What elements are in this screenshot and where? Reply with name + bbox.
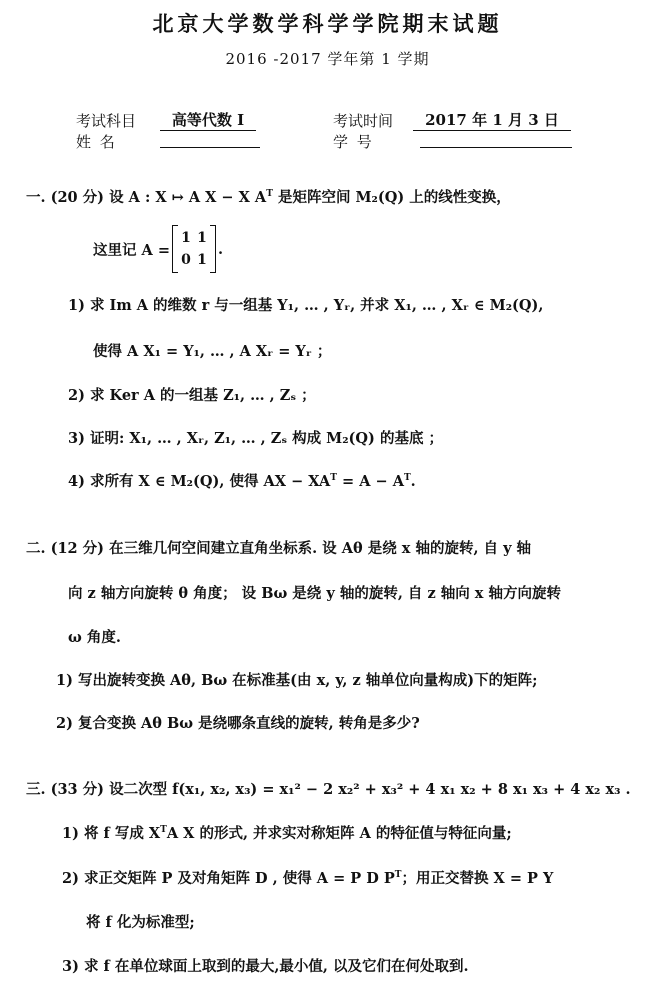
q2-line1: 二. (12 分) 在三维几何空间建立直角坐标系. 设 Aθ 是绕 x 轴的旋转, 自 y 轴 [26, 540, 532, 557]
q2-part2: 2) 复合变换 Aθ Bω 是绕哪条直线的旋转, 转角是多少? [56, 715, 420, 732]
id-field [420, 130, 572, 148]
id-label: 学 号 [333, 133, 374, 151]
q1-part2: 2) 求 Ker A 的一组基 Z₁, … , Zₛ ； [68, 387, 316, 404]
q3-part3: 3) 求 f 在单位球面上取到的最大,最小值, 以及它们在何处取到. [62, 958, 469, 975]
q1-part3: 3) 证明: X₁, … , Xᵣ, Z₁, … , Zₛ 构成 M₂(Q) 的基底 ； [68, 430, 444, 447]
q1-part4: 4) 求所有 X ∈ M₂(Q), 使得 AX − $XA^T = A - A^T$. [68, 473, 416, 490]
q1-part1-line2: 使得 A X₁ = Y₁, … , A Xᵣ = Yᵣ ； [93, 343, 332, 360]
subject-value: 高等代数 I [160, 109, 256, 131]
matrix-prefix: 这里记 A = [93, 241, 170, 259]
matrix-A: 1 1 0 1 [172, 225, 216, 273]
q3-part1: 1) 将 f 写成 $X^TA$ X 的形式, 并求实对称矩阵 A 的特征值与特征向量; [62, 825, 512, 842]
q3-part2-line2: 将 f 化为标准型; [86, 914, 195, 931]
time-label: 考试时间 [333, 112, 394, 130]
exam-term: 2016 -2017 学年第 1 学期 [225, 50, 430, 68]
q2-line2: 向 z 轴方向旋转 θ 角度； 设 Bω 是绕 y 轴的旋转, 自 z 轴向 x 轴方向旋转 [68, 585, 561, 602]
q2-part1: 1) 写出旋转变换 Aθ, Bω 在标准基(由 x, y, z 轴单位向量构成)下的矩阵; [56, 672, 538, 689]
q3-part2-line1: 2) 求正交矩阵 P 及对角矩阵 D , 使得 A = P D $P^T$；用正交替换 X = P Y [62, 870, 554, 887]
exam-title: 北京大学数学科学学院期末试题 [152, 11, 503, 36]
name-label: 姓 名 [76, 133, 117, 151]
subject-label: 考试科目 [76, 112, 137, 130]
q1-part1-line1: 1) 求 Im A 的维数 r 与一组基 Y₁, … , Yᵣ, 并求 X₁, … , Xᵣ ∈ M₂(Q), [68, 297, 544, 314]
q2-line3: ω 角度. [68, 629, 121, 646]
q3-line1: 三. (33 分) 设二次型 f(x₁, x₂, x₃) = x₁² − 2 x₂² + x₃² + 4 x₁ x₂ + 8 x₁ x₃ + 4 x₂ x₃ . [26, 781, 631, 798]
q1-intro: 一. (20 分) 设 A : X ↦ A X − X $A^T$ 是矩阵空间 M₂(Q) 上的线性变换， [26, 189, 511, 206]
name-field [160, 130, 260, 148]
time-value: 2017 年 1 月 3 日 [413, 109, 571, 131]
q1-matrix-line: 这里记 A = 1 1 0 1 . [93, 225, 223, 273]
